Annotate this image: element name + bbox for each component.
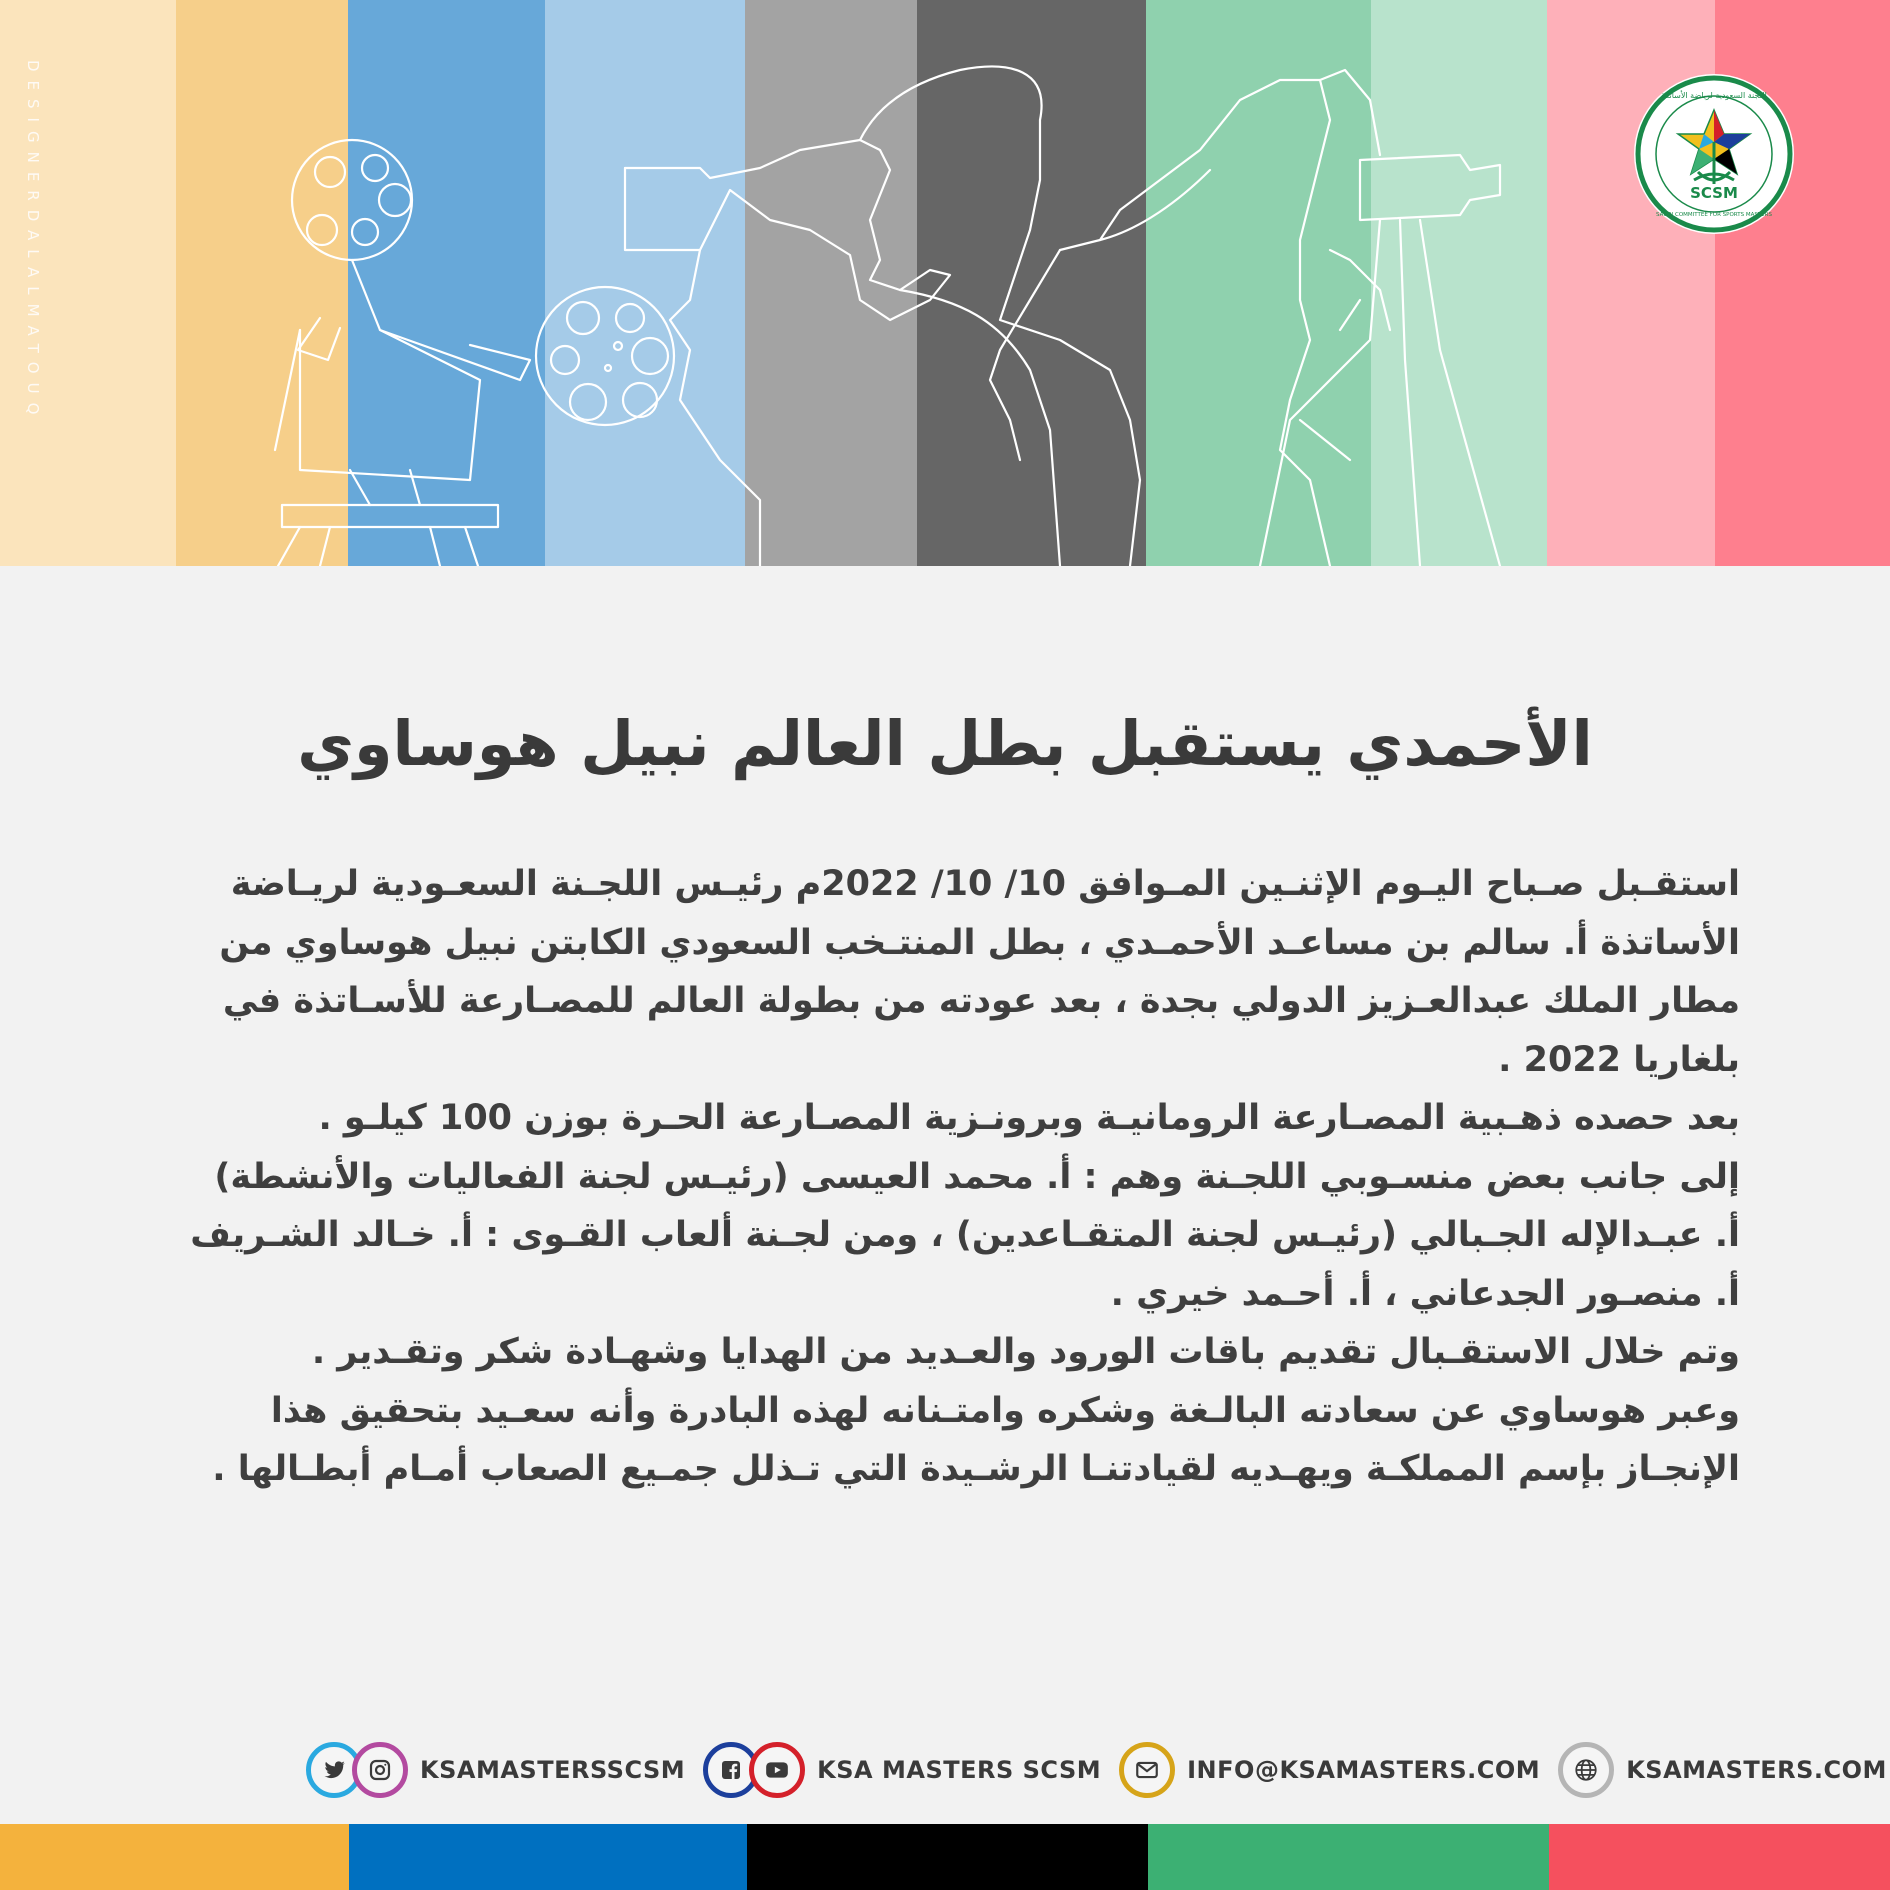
contact-email[interactable] <box>1119 1742 1540 1798</box>
globe-icon[interactable] <box>1558 1742 1614 1798</box>
logo-abbreviation: SCSM <box>1690 184 1738 202</box>
social-facebook-youtube[interactable] <box>703 1742 1101 1798</box>
bottom-bar-segment <box>349 1824 747 1890</box>
tripod-camera-illustration <box>1260 70 1500 566</box>
logo-arabic-text: اللجنة السعودية لرياضة الأساتذة <box>1661 91 1767 100</box>
social-page-label[interactable]: KSA MASTERS SCSM <box>817 1756 1102 1784</box>
article-body <box>180 855 1740 1499</box>
contact-website[interactable] <box>1558 1742 1887 1798</box>
article-body-line: إلى جانب بعض منسـوبي اللجـنة وهم : أ. محمد العيسى (رئيـس لجنة الفعاليات والأنشطة) <box>214 1156 1740 1197</box>
camera-operator-illustration <box>625 67 1330 566</box>
footer-contacts <box>306 1738 1887 1802</box>
article-body-line: أ. عبـدالإله الجـبالي (رئيـس لجنة المتقـاعدين) ، ومن لجـنة ألعاب القـوى : أ. خـالد الشـريف <box>190 1215 1740 1255</box>
article-body-line: بعد حصده ذهـبية المصـارعة الرومانيـة وبرونـزية المصـارعة الحـرة بوزن 100 كيلـو . <box>318 1098 1740 1138</box>
logo-english-text: SAUDI COMMITTEE FOR SPORTS MASTERS <box>1656 212 1772 218</box>
article-headline: الأحمدي يستقبل بطل العالم نبيل هوساوي <box>297 707 1593 780</box>
bottom-bar-segment <box>747 1824 1148 1890</box>
article-body-line: الإنجـاز بإسم المملكـة ويهـديه لقيادتنـا الرشـيدة التي تـذلل جمـيع الصعاب أمـام أبطـالها . <box>212 1449 1740 1489</box>
article-body-line: مطار الملك عبدالعـزيز الدولي بجدة ، بعد عودته من بطولة العالم للمصـارعة للأسـاتذة في <box>222 981 1740 1021</box>
social-twitter-instagram[interactable] <box>306 1742 685 1798</box>
website-label[interactable]: KSAMASTERS.COM <box>1626 1756 1887 1784</box>
article-body-line: أ. منصـور الجدعاني ، أ. أحـمد خيري . <box>1110 1273 1740 1314</box>
bottom-bar-segment <box>1549 1824 1890 1890</box>
bottom-color-bar <box>0 1824 1890 1890</box>
header-banner <box>0 0 1890 566</box>
youtube-icon[interactable] <box>749 1742 805 1798</box>
article-body-line: استقـبل صـباح اليـوم الإثنـين المـوافق 10/ 10/ 2022م رئيـس اللجـنة السعـودية لريـاضة <box>230 864 1740 904</box>
designer-credit: DESIGNERDALALMATOUQ <box>24 60 42 424</box>
article-body-line: الأساتذة أ. سالم بن مساعـد الأحمـدي ، بطل المنتـخب السعودي الكابتن نبيل هوساوي من <box>219 922 1740 963</box>
social-handle-label[interactable]: KSAMASTERSSCSM <box>420 1756 686 1784</box>
bottom-bar-segment <box>0 1824 349 1890</box>
scsm-logo <box>1632 72 1796 236</box>
article-body-line: وعبر هوساوي عن سعادته البالـغة وشكره وامتـنانه لهذه البادرة وأنه سعـيد بتحقيق هذا <box>270 1390 1740 1431</box>
bottom-bar-segment <box>1148 1824 1549 1890</box>
article-body-line: وتم خلال الاستقـبال تقديم باقات الورود والعـديد من الهدايا وشهـادة شكر وتقـدير . <box>311 1332 1740 1372</box>
email-label[interactable]: INFO@KSAMASTERS.COM <box>1187 1756 1541 1784</box>
instagram-icon[interactable] <box>352 1742 408 1798</box>
cinema-line-art <box>0 0 1890 566</box>
article-body-line: بلغاريا 2022 . <box>1498 1039 1740 1080</box>
film-projector-illustration <box>275 140 674 566</box>
mail-icon[interactable] <box>1119 1742 1175 1798</box>
